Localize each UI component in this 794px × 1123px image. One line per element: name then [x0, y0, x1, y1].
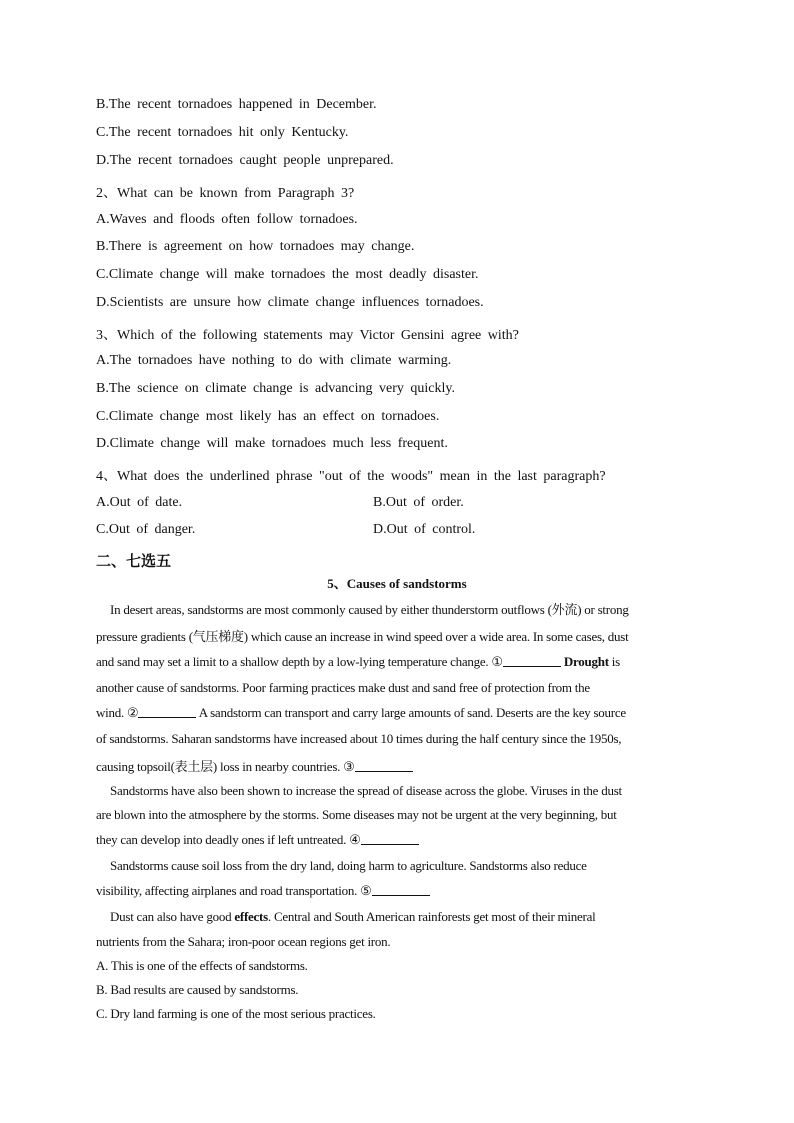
- q4-option-d: D.Out of control.: [373, 522, 476, 537]
- q2-option-a: A.Waves and floods often follow tornadoes.: [96, 212, 358, 227]
- section-heading: 二、七选五: [96, 552, 172, 570]
- choice-option-a: A. This is one of the effects of sandstorms.: [96, 958, 308, 973]
- q3-question: 3、Which of the following statements may Victor Gensini agree with?: [96, 328, 519, 343]
- passage-line: [96, 883, 430, 899]
- choice-option-c: C. Dry land farming is one of the most serious practices.: [96, 1006, 376, 1021]
- q1-option-b: B.The recent tornadoes happened in December.: [96, 97, 377, 112]
- passage-line: Sandstorms cause soil loss from the dry land, doing harm to agriculture. Sandstorms also reduce: [110, 858, 587, 873]
- passage-line: are blown into the atmosphere by the storms. Some diseases may not be urgent at the very beginning, but: [96, 807, 617, 822]
- passage-text: wind. ②: [96, 705, 139, 720]
- answer-blank-5[interactable]: [372, 883, 430, 896]
- q2-option-c: C.Climate change will make tornadoes the most deadly disaster.: [96, 267, 479, 282]
- bold-word-effects: effects: [234, 909, 268, 924]
- q3-option-c: C.Climate change most likely has an effect on tornadoes.: [96, 409, 440, 424]
- passage-line: In desert areas, sandstorms are most commonly caused by either thunderstorm outflows (外流) or strong: [110, 602, 629, 617]
- passage-line: nutrients from the Sahara; iron-poor ocean regions get iron.: [96, 934, 391, 949]
- q4-option-a: A.Out of date.: [96, 495, 183, 510]
- q1-option-d: D.The recent tornadoes caught people unprepared.: [96, 153, 394, 168]
- passage-line: [96, 832, 419, 848]
- answer-blank-2[interactable]: [138, 705, 196, 718]
- passage-text: they can develop into deadly ones if left untreated. ④: [96, 832, 361, 847]
- answer-blank-4[interactable]: [361, 832, 419, 845]
- q1-option-c: C.The recent tornadoes hit only Kentucky.: [96, 125, 349, 140]
- q4-question: 4、What does the underlined phrase "out of the woods" mean in the last paragraph?: [96, 469, 606, 484]
- passage-text: visibility, affecting airplanes and road transportation. ⑤: [96, 883, 372, 898]
- q2-question: 2、What can be known from Paragraph 3?: [96, 186, 355, 201]
- passage-line: of sandstorms. Saharan sandstorms have increased about 10 times during the half century since the 1950s,: [96, 731, 622, 746]
- passage-line: [96, 756, 413, 775]
- passage-text: is: [608, 654, 620, 669]
- passage-text: causing topsoil(表土层) loss in nearby countries. ③: [96, 759, 355, 774]
- choice-option-b: B. Bad results are caused by sandstorms.: [96, 982, 299, 997]
- passage-line: [96, 705, 626, 721]
- passage-line: [110, 909, 596, 925]
- bold-word-drought: Drought: [563, 654, 609, 669]
- q4-option-b: B.Out of order.: [373, 495, 464, 510]
- passage-title: 5、Causes of sandstorms: [327, 576, 467, 591]
- q2-option-b: B.There is agreement on how tornadoes may change.: [96, 239, 415, 254]
- q3-option-d: D.Climate change will make tornadoes much less frequent.: [96, 436, 448, 451]
- q3-option-a: A.The tornadoes have nothing to do with climate warming.: [96, 353, 452, 368]
- passage-line: Sandstorms have also been shown to increase the spread of disease across the globe. Viruses in the dust: [110, 783, 622, 798]
- q2-option-d: D.Scientists are unsure how climate change influences tornadoes.: [96, 295, 484, 310]
- passage-text: and sand may set a limit to a shallow depth by a low-lying temperature change. ①: [96, 654, 503, 669]
- passage-line: another cause of sandstorms. Poor farming practices make dust and sand free of protection from the: [96, 680, 590, 695]
- q3-option-b: B.The science on climate change is advancing very quickly.: [96, 381, 455, 396]
- passage-line: [96, 654, 620, 670]
- answer-blank-1[interactable]: [503, 654, 561, 667]
- passage-text: Dust can also have good: [110, 909, 235, 924]
- passage-line: pressure gradients (气压梯度) which cause an increase in wind speed over a wide area. In some cases, dust: [96, 629, 629, 644]
- q4-option-c: C.Out of danger.: [96, 522, 196, 537]
- answer-blank-3[interactable]: [355, 759, 413, 772]
- passage-text: A sandstorm can transport and carry large amounts of sand. Deserts are the key source: [196, 705, 626, 720]
- passage-text: . Central and South American rainforests get most of their mineral: [267, 909, 596, 924]
